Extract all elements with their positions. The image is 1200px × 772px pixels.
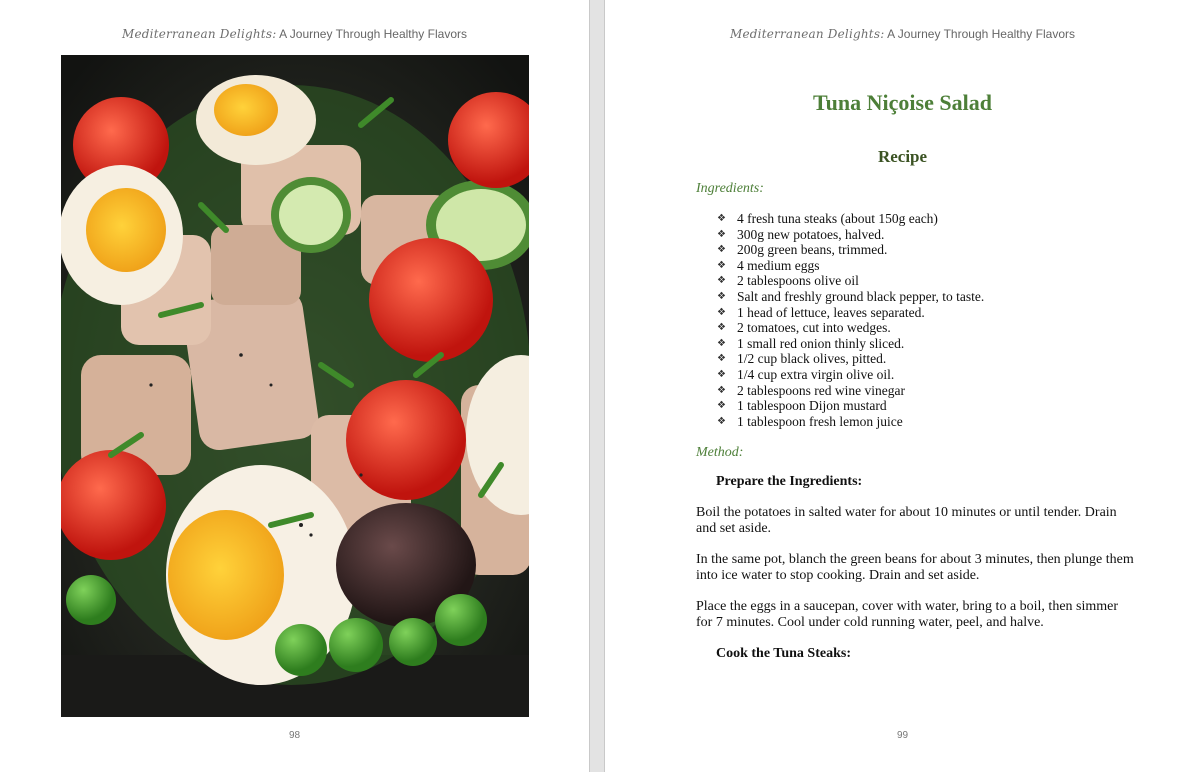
header-subtitle: A Journey Through Healthy Flavors	[279, 27, 467, 41]
ingredients-list	[717, 211, 984, 429]
right-page-number: 99	[896, 730, 909, 741]
step-cook-tuna-heading: Cook the Tuna Steaks:	[716, 646, 851, 661]
ingredient-item	[717, 305, 984, 321]
diamond-bullet-icon: ❖	[717, 337, 726, 349]
ingredient-text: 2 tomatoes, cut into wedges.	[737, 320, 891, 336]
ingredient-item	[717, 289, 984, 305]
diamond-bullet-icon: ❖	[717, 353, 726, 365]
header-script-title: Mediterranean Delights:	[122, 27, 277, 41]
diamond-bullet-icon: ❖	[717, 415, 726, 427]
ingredient-text: 2 tablespoons olive oil	[737, 273, 859, 289]
page-gutter	[589, 0, 605, 772]
diamond-bullet-icon: ❖	[717, 400, 726, 412]
salad-photo	[61, 55, 529, 717]
ingredient-item	[717, 414, 984, 430]
ingredient-text: Salt and freshly ground black pepper, to taste.	[737, 288, 985, 304]
ingredient-item	[717, 398, 984, 414]
ingredient-item	[717, 211, 984, 227]
ingredient-text: 4 fresh tuna steaks (about 150g each)	[737, 211, 938, 226]
ingredients-heading: Ingredients:	[696, 181, 764, 196]
ingredient-text: 300g new potatoes, halved.	[737, 226, 885, 242]
diamond-bullet-icon: ❖	[717, 275, 726, 287]
left-page-number: 98	[288, 730, 301, 741]
ingredient-item	[717, 242, 984, 258]
diamond-bullet-icon: ❖	[717, 228, 726, 240]
paragraph-potatoes: Boil the potatoes in salted water for about 10 minutes or until tender. Drain and set aside.	[696, 505, 1117, 536]
ingredient-text: 1 tablespoon fresh lemon juice	[737, 413, 903, 429]
ingredient-text: 1 tablespoon Dijon mustard	[737, 398, 887, 414]
diamond-bullet-icon: ❖	[717, 306, 726, 318]
left-page-header	[0, 27, 589, 41]
ingredient-item	[717, 367, 984, 383]
ingredient-item	[717, 351, 984, 367]
right-page	[605, 0, 1200, 772]
header-subtitle: A Journey Through Healthy Flavors	[887, 27, 1075, 41]
ingredient-item	[717, 336, 984, 352]
ingredient-item	[717, 227, 984, 243]
ingredient-text: 1/4 cup extra virgin olive oil.	[737, 366, 895, 382]
ingredient-item	[717, 320, 984, 336]
paragraph-eggs: Place the eggs in a saucepan, cover with water, bring to a boil, then simmer for 7 minutes. Cool under cold running water, peel, and halve.	[696, 599, 1119, 630]
ingredient-text: 4 medium eggs	[737, 257, 820, 273]
diamond-bullet-icon: ❖	[717, 259, 726, 271]
left-page	[0, 0, 589, 772]
diamond-bullet-icon: ❖	[717, 384, 726, 396]
recipe-title: Tuna Niçoise Salad	[813, 90, 992, 115]
ingredient-text: 1/2 cup black olives, pitted.	[737, 351, 887, 367]
recipe-subtitle: Recipe	[877, 147, 928, 166]
diamond-bullet-icon: ❖	[717, 368, 726, 380]
ingredient-item	[717, 273, 984, 289]
method-heading: Method:	[696, 445, 744, 460]
diamond-bullet-icon: ❖	[717, 290, 726, 302]
ingredient-item	[717, 258, 984, 274]
ingredient-text: 1 small red onion thinly sliced.	[737, 335, 905, 351]
diamond-bullet-icon: ❖	[717, 322, 726, 334]
ingredient-text: 2 tablespoons red wine vinegar	[737, 382, 905, 398]
diamond-bullet-icon: ❖	[717, 244, 726, 256]
ingredient-text: 1 head of lettuce, leaves separated.	[737, 304, 925, 320]
header-script-title: Mediterranean Delights:	[730, 27, 885, 41]
ingredient-text: 200g green beans, trimmed.	[737, 242, 888, 258]
ingredient-item	[717, 383, 984, 399]
diamond-bullet-icon: ❖	[717, 213, 726, 224]
step-prepare-heading: Prepare the Ingredients:	[716, 474, 863, 489]
paragraph-green-beans: In the same pot, blanch the green beans for about 3 minutes, then plunge them into ice water to stop cooking. Drain and set aside.	[696, 552, 1134, 583]
right-page-header	[605, 27, 1200, 41]
